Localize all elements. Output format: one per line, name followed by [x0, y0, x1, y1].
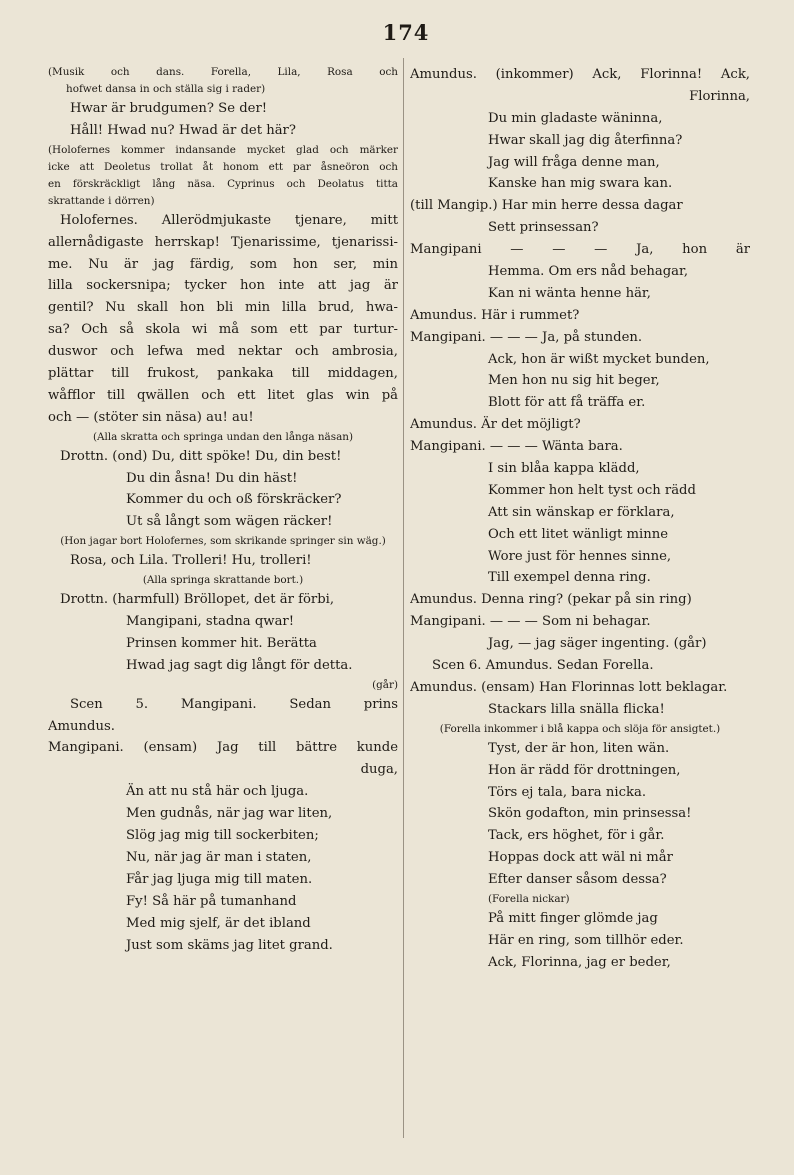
text-line: Fy! Så här på tumanhand: [126, 893, 297, 909]
text-line: Jag, — jag säger ingenting. (går): [488, 636, 707, 652]
right-column: [410, 64, 750, 974]
text-line: Får jag ljuga mig till maten.: [126, 871, 313, 887]
text-line: Kommer du och oß förskräcker?: [126, 492, 342, 508]
text-line: Törs ej tala, bara nicka.: [488, 784, 647, 800]
text-line: Efter danser såsom dessa?: [488, 872, 667, 888]
text-line: Slög jag mig till sockerbiten;: [126, 828, 319, 844]
text-line: I sin blåa kappa klädd,: [488, 461, 640, 477]
text-line: skrattande i dörren): [48, 194, 155, 207]
text-line: och — (stöter sin näsa) au! au!: [48, 409, 254, 425]
left-column: [48, 64, 398, 956]
text-line: Du min gladaste wäninna,: [488, 110, 663, 126]
text-line: Mangipani. — — — Wänta bara.: [410, 439, 623, 455]
text-line: Skön godafton, min prinsessa!: [488, 806, 692, 822]
text-line: Sett prinsessan?: [488, 220, 599, 236]
text-line: Mangipani. — — — Som ni behagar.: [410, 614, 651, 630]
text-line: Amundus. Här i rummet?: [410, 307, 580, 323]
text-line: Amundus. Denna ring? (pekar på sin ring): [410, 592, 692, 608]
text-line: Kanske han mig swara kan.: [488, 176, 673, 192]
text-line: Än att nu stå här och ljuga.: [126, 784, 309, 800]
text-line: Men hon nu sig hit beger,: [488, 373, 660, 389]
text-line: Jag will fråga denne man,: [488, 154, 660, 170]
text-line: Med mig sjelf, är det ibland: [126, 915, 311, 931]
text-line: Stackars lilla snälla flicka!: [488, 701, 665, 717]
text-line: Nu, när jag är man i staten,: [126, 849, 312, 865]
text-line: Hon är rädd för drottningen,: [488, 762, 681, 778]
text-line: Scen 6. Amundus. Sedan Forella.: [432, 658, 654, 674]
text-line: wåfflor till qwällen och ett litet glas win på: [48, 387, 398, 403]
text-line: Ut så långt som wägen räcker!: [126, 514, 333, 530]
text-line: Drottn. (harmfull) Bröllopet, det är förbi,: [60, 592, 335, 608]
text-line: Tack, ers höghet, för i går.: [488, 828, 665, 844]
text-line: (till Mangip.) Har min herre dessa dagar: [410, 198, 683, 214]
text-line: allernådigaste herrskap! Tjenarissime, tjenarissi-: [48, 234, 398, 250]
text-line: (går): [372, 678, 398, 691]
text-line: Just som skäms jag litet grand.: [126, 937, 333, 953]
text-line: Ack, Florinna, jag er beder,: [488, 954, 671, 970]
text-line: (Musik och dans. Forella, Lila, Rosa och: [48, 66, 398, 78]
text-line: Amundus. (ensam) Han Florinnas lott beklagar.: [410, 679, 728, 695]
text-line: Mangipani — — — Ja, hon är: [410, 242, 750, 258]
text-line: me. Nu är jag färdig, som hon ser, min: [48, 256, 398, 272]
text-line: Hoppas dock att wäl ni mår: [488, 850, 673, 866]
text-line: duswor och lefwa med nektar och ambrosia,: [48, 344, 398, 360]
text-line: Och ett litet wänligt minne: [488, 526, 669, 542]
text-line: Ack, hon är wißt mycket bunden,: [488, 351, 710, 367]
text-line: en förskräckligt lång näsa. Cyprinus och Deolatus titta: [48, 177, 398, 190]
text-line: plättar till frukost, pankaka till middagen,: [48, 366, 398, 382]
text-line: Hwar skall jag dig återfinna?: [488, 132, 683, 148]
text-line: (Alla springa skrattande bort.): [142, 574, 304, 587]
text-line: Scen 5. Mangipani. Sedan prins: [70, 696, 398, 712]
text-line: Wore just för hennes sinne,: [488, 548, 672, 564]
text-line: Kan ni wänta henne här,: [488, 285, 651, 301]
column-divider: [403, 58, 404, 1138]
text-line: sa? Och så skola wi må som ett par turtur-: [48, 322, 398, 338]
text-line: Mangipani. — — — Ja, på stunden.: [410, 329, 643, 345]
text-line: Mangipani. (ensam) Jag till bättre kunde: [48, 740, 398, 756]
text-line: Drottn. (ond) Du, ditt spöke! Du, din best!: [60, 448, 342, 464]
text-line: Håll! Hwad nu? Hwad är det här?: [70, 122, 296, 138]
text-line: Hemma. Om ers nåd behagar,: [488, 264, 689, 280]
text-line: (Forella nickar): [488, 892, 570, 905]
text-line: icke att Deoletus trollat åt honom ett par åsneöron och: [48, 160, 398, 173]
text-line: Tyst, der är hon, liten wän.: [488, 740, 670, 756]
text-line: Här en ring, som tillhör eder.: [488, 932, 684, 948]
text-line: Men gudnås, när jag war liten,: [126, 806, 333, 822]
text-line: (Holofernes kommer indansande mycket glad och märker: [48, 143, 398, 156]
text-line: Hwar är brudgumen? Se der!: [70, 101, 268, 116]
text-line: hofwet dansa in och ställa sig i rader): [66, 83, 266, 95]
text-line: Holofernes. Allerödmjukaste tjenare, mitt: [60, 212, 398, 228]
text-line: Kommer hon helt tyst och rädd: [488, 482, 696, 498]
text-line: (Hon jagar bort Holofernes, som skrikande springer sin wäg.): [60, 535, 386, 548]
text-line: Prinsen kommer hit. Berätta: [126, 635, 317, 651]
text-line: Amundus. Är det möjligt?: [410, 417, 581, 433]
text-line: (Alla skratta och springa undan den långa näsan): [92, 430, 354, 443]
text-line: Hwad jag sagt dig långt för detta.: [126, 657, 353, 673]
text-line: Till exempel denna ring.: [488, 570, 651, 586]
text-line: Amundus.: [48, 718, 115, 734]
text-line: Blott för att få träffa er.: [488, 395, 646, 411]
text-line: På mitt finger glömde jag: [488, 910, 658, 926]
text-line: Rosa, och Lila. Trolleri! Hu, trolleri!: [70, 553, 312, 569]
text-line: Mangipani, stadna qwar!: [126, 614, 295, 630]
text-line: Du din åsna! Du din häst!: [126, 470, 298, 486]
text-line: (Forella inkommer i blå kappa och slöja för ansigtet.): [439, 722, 721, 735]
text-line: lilla sockersnipa; tycker hon inte att jag är: [48, 278, 398, 294]
page-number: 174: [382, 20, 430, 45]
text-line: Amundus. (inkommer) Ack, Florinna! Ack,: [410, 67, 750, 82]
text-line: Florinna,: [689, 88, 750, 104]
text-line: gentil? Nu skall hon bli min lilla brud, hwa-: [48, 300, 398, 316]
text-line: Att sin wänskap er förklara,: [488, 504, 675, 520]
text-line: duga,: [360, 762, 398, 778]
